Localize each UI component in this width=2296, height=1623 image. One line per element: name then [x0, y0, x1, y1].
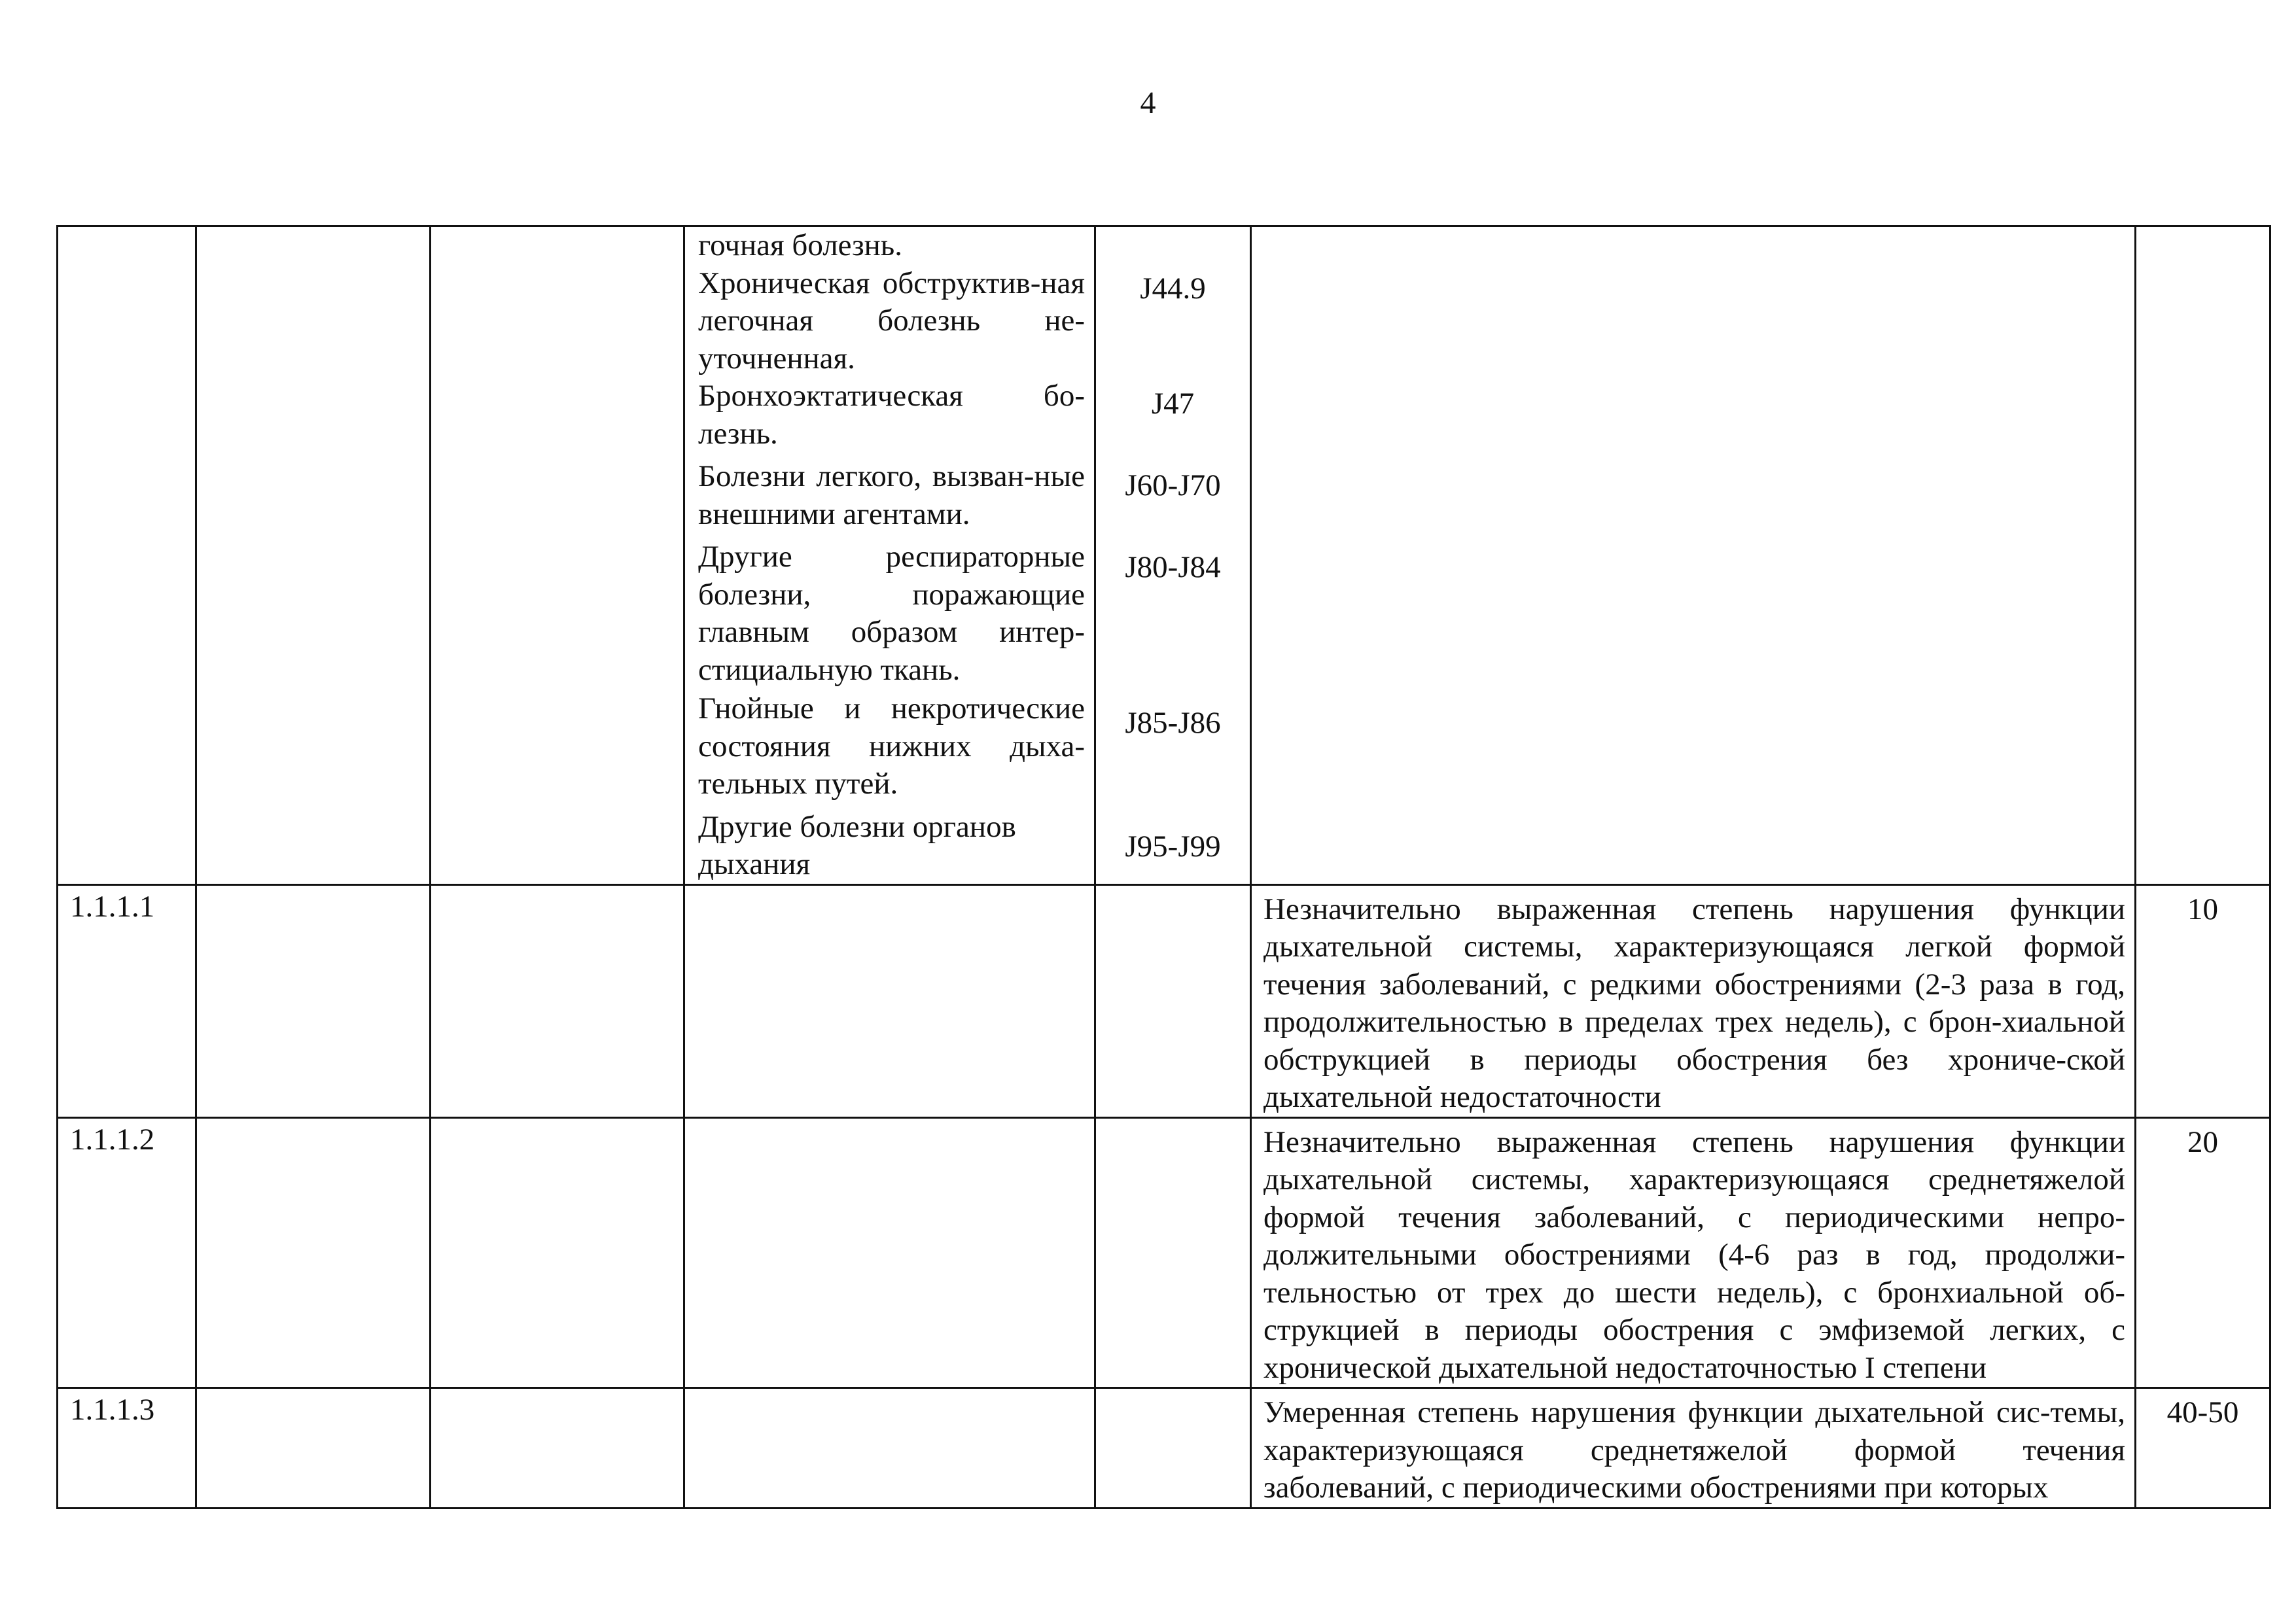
page-number: 4 [1140, 86, 1156, 120]
disability-criteria-table [56, 225, 2271, 1509]
table-row [58, 1117, 2270, 1388]
cell-empty [684, 1117, 1095, 1388]
cell-description-empty [1251, 226, 2136, 885]
disease-name: Другие респираторные болезни, поражающие главным образом интер-стициальную ткань. [698, 540, 1085, 687]
row-percent: 40-50 [2136, 1388, 2270, 1509]
cell-percent-empty [2136, 226, 2270, 885]
row-description: Умеренная степень нарушения функции дыхательной сис-темы, характеризующаяся среднетяжелой формой течения заболеваний, с периодическими обострениями при которых [1251, 1388, 2136, 1509]
row-number: 1.1.1.3 [58, 1388, 196, 1509]
icd-code: J80-J84 [1125, 550, 1221, 584]
cell-disease-names [684, 226, 1095, 885]
cell-empty [684, 884, 1095, 1117]
cell-empty [431, 884, 684, 1117]
row-percent: 10 [2136, 884, 2270, 1117]
cell-empty [431, 1117, 684, 1388]
cell-icd-codes [1095, 226, 1251, 885]
cell-empty [196, 1117, 431, 1388]
cell-empty [684, 1388, 1095, 1509]
cell-empty [431, 1388, 684, 1509]
row-description: Незначительно выраженная степень нарушения функции дыхательной системы, характеризующаяся легкой формой течения заболеваний, с редкими обострениями (2-3 раза в год, продолжительностью в пределах трех недель), с брон-хиальной обструкцией в периоды обострения без хрониче-ской дыхательной недостаточности [1251, 884, 2136, 1117]
icd-code: J44.9 [1140, 271, 1206, 305]
disease-name: Гнойные и некротические состояния нижних дыха-тельных путей. [698, 691, 1085, 801]
disease-name: гочная болезнь. [698, 228, 902, 262]
icd-code: J95-J99 [1125, 829, 1221, 864]
row-number: 1.1.1.1 [58, 884, 196, 1117]
cell-empty [1095, 1388, 1251, 1509]
row-percent: 20 [2136, 1117, 2270, 1388]
table-row-continuation [58, 226, 2270, 885]
icd-code: J47 [1151, 387, 1195, 421]
cell-empty [1095, 1117, 1251, 1388]
table-row [58, 884, 2270, 1117]
cell-empty [196, 884, 431, 1117]
cell-empty [431, 226, 684, 885]
cell-number-empty [58, 226, 196, 885]
row-description: Незначительно выраженная степень нарушения функции дыхательной системы, характеризующаяся среднетяжелой формой течения заболеваний, с периодическими непро-должительными обострениями (4-6 раз в год, продолжи-тельностью от трех до шести недель), с бронхиальной об-струкцией в периоды обострения с эмфиземой легких, с хронической дыхательной недостаточностью I степени [1251, 1117, 2136, 1388]
table-row [58, 1388, 2270, 1509]
disease-name: Хроническая обструктив-ная легочная болезнь не-уточненная. [698, 266, 1085, 375]
icd-code: J85-J86 [1125, 706, 1221, 740]
row-number: 1.1.1.2 [58, 1117, 196, 1388]
disease-name: Болезни легкого, вызван-ные внешними агентами. [698, 459, 1085, 531]
disease-name: Бронхоэктатическая бо-лезнь. [698, 379, 1085, 451]
cell-empty [196, 226, 431, 885]
cell-empty [1095, 884, 1251, 1117]
disease-name: Другие болезни органов дыхания [698, 809, 1016, 881]
icd-code: J60-J70 [1125, 468, 1221, 502]
cell-empty [196, 1388, 431, 1509]
